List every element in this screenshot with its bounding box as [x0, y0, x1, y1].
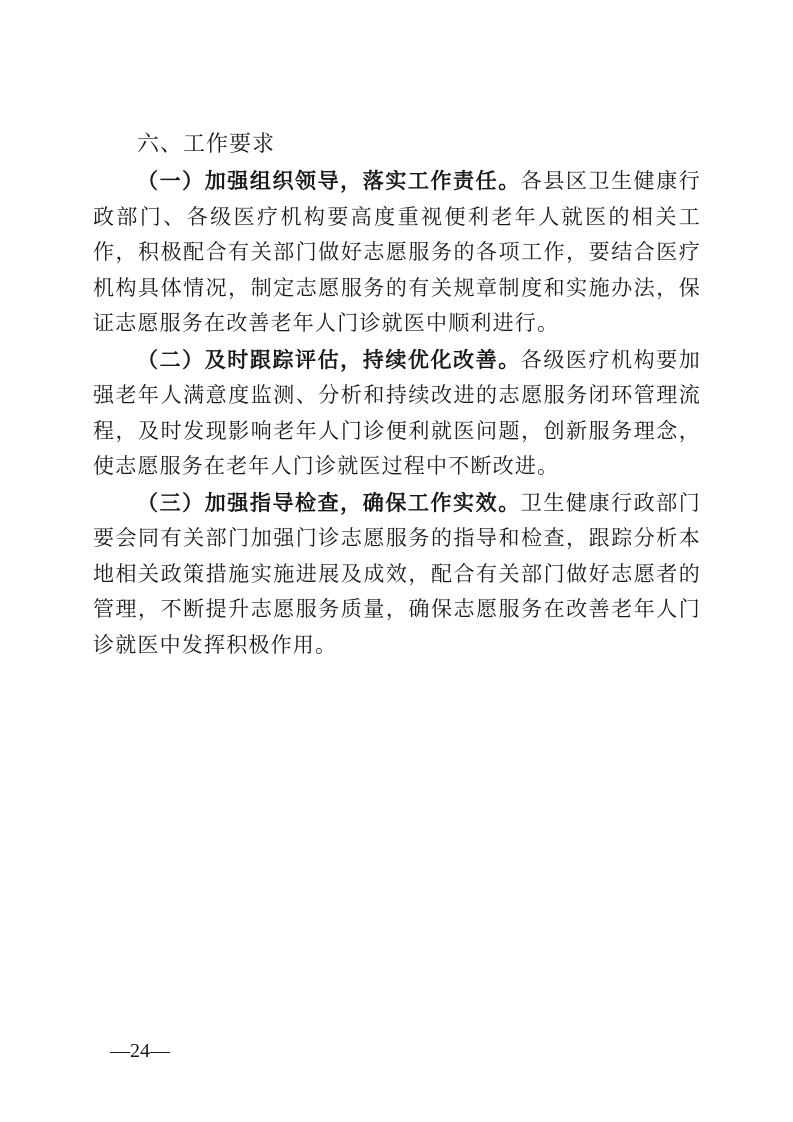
paragraph-3	[93, 485, 701, 664]
paragraph-3-body: 卫生健康行政部门要会同有关部门加强门诊志愿服务的指导和检查，跟踪分析本地相关政策措施实施进展及成效，配合有关部门做好志愿者的管理，不断提升志愿服务质量，确保志愿服务在改善老年人门诊就医中发挥积极作用。	[93, 490, 701, 657]
section-heading: 六、工作要求	[137, 132, 276, 157]
paragraph-1	[93, 163, 701, 342]
paragraph-2-lead: （二）及时跟踪评估，持续优化改善。	[137, 346, 521, 372]
paragraph-2	[93, 342, 701, 485]
page-number: —24—	[110, 1040, 170, 1062]
paragraph-1-lead: （一）加强组织领导，落实工作责任。	[137, 168, 521, 193]
paragraph-1-body: 各县区卫生健康行政部门、各级医疗机构要高度重视便利老年人就医的相关工作，积极配合有关部门做好志愿服务的各项工作，要结合医疗机构具体情况，制定志愿服务的有关规章制度和实施办法，保证志愿服务在改善老年人门诊就医中顺利进行。	[93, 169, 701, 335]
paragraph-2-body: 各级医疗机构要加强老年人满意度监测、分析和持续改进的志愿服务闭环管理流程，及时发现影响老年人门诊便利就医问题，创新服务理念，使志愿服务在老年人门诊就医过程中不断改进。	[93, 347, 701, 478]
document-body	[93, 128, 701, 663]
paragraph-3-lead: （三）加强指导检查，确保工作实效。	[137, 489, 521, 515]
